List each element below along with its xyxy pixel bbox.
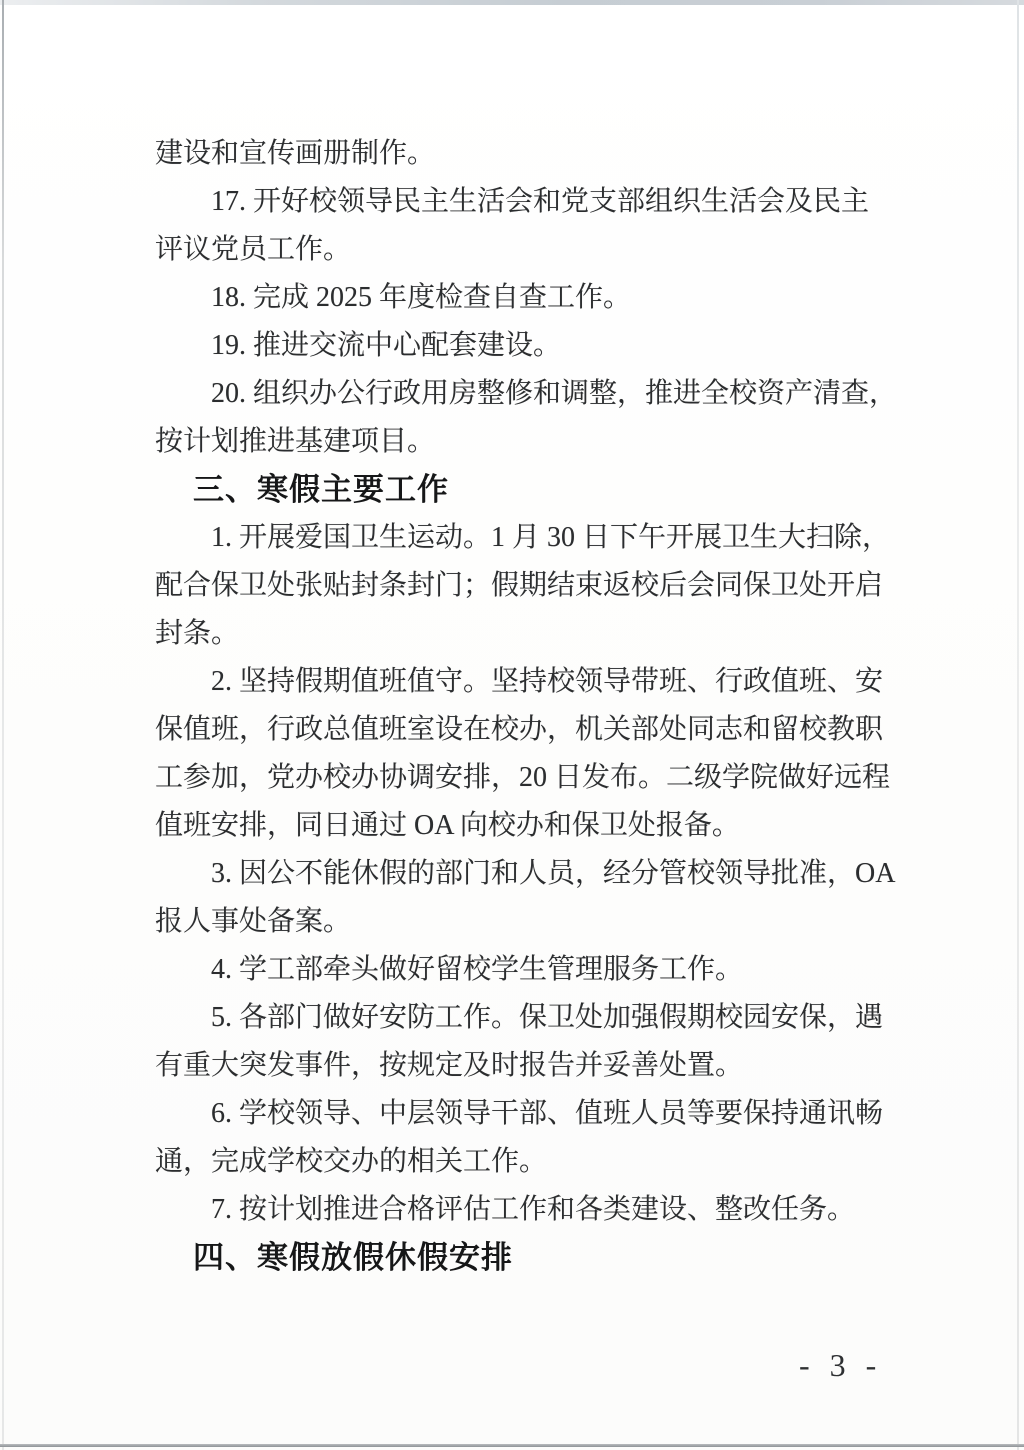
document-line: 按计划推进基建项目。: [155, 426, 436, 457]
document-line: 7. 按计划推进合格评估工作和各类建设、整改任务。: [211, 1194, 856, 1225]
document-line: 报人事处备案。: [155, 906, 352, 937]
document-line: 评议党员工作。: [155, 234, 352, 265]
document-line: 20. 组织办公行政用房整修和调整，推进全校资产清查，: [211, 378, 898, 409]
document-line: 4. 学工部牵头做好留校学生管理服务工作。: [211, 954, 744, 985]
document-line: 值班安排，同日通过 OA 向校办和保卫处报备。: [155, 810, 740, 841]
scan-edge-bottom: [0, 1444, 1024, 1447]
document-line: 5. 各部门做好安防工作。保卫处加强假期校园安保，遇: [211, 1002, 884, 1033]
document-line: 通，完成学校交办的相关工作。: [155, 1146, 548, 1177]
document-line: 19. 推进交流中心配套建设。: [211, 330, 562, 361]
document-line: 建设和宣传画册制作。: [155, 138, 436, 169]
document-line: 工参加，党办校办协调安排，20 日发布。二级学院做好远程: [155, 762, 891, 793]
document-body: [155, 130, 898, 1282]
document-line: 6. 学校领导、中层领导干部、值班人员等要保持通讯畅: [211, 1098, 884, 1129]
document-line: 配合保卫处张贴封条封门；假期结束返校后会同保卫处开启: [155, 570, 884, 601]
document-line: 18. 完成 2025 年度检查自查工作。: [211, 282, 632, 313]
document-line: 有重大突发事件，按规定及时报告并妥善处置。: [155, 1050, 744, 1081]
document-line: 1. 开展爱国卫生运动。1 月 30 日下午开展卫生大扫除，: [211, 522, 891, 553]
document-line: 2. 坚持假期值班值守。坚持校领导带班、行政值班、安: [211, 666, 884, 697]
scan-edge-top: [0, 0, 1024, 5]
document-line: 保值班，行政总值班室设在校办，机关部处同志和留校教职: [155, 714, 884, 745]
scan-edge-left: [2, 0, 4, 1450]
section-heading: 四、寒假放假休假安排: [193, 1240, 513, 1275]
document-line: 3. 因公不能休假的部门和人员，经分管校领导批准，OA: [211, 858, 896, 889]
document-line: 17. 开好校领导民主生活会和党支部组织生活会及民主: [211, 186, 870, 217]
page-number: - 3 -: [799, 1347, 883, 1383]
document-line: 封条。: [155, 618, 240, 649]
section-heading: 三、寒假主要工作: [193, 472, 449, 507]
scan-edge-right: [1017, 0, 1019, 1450]
